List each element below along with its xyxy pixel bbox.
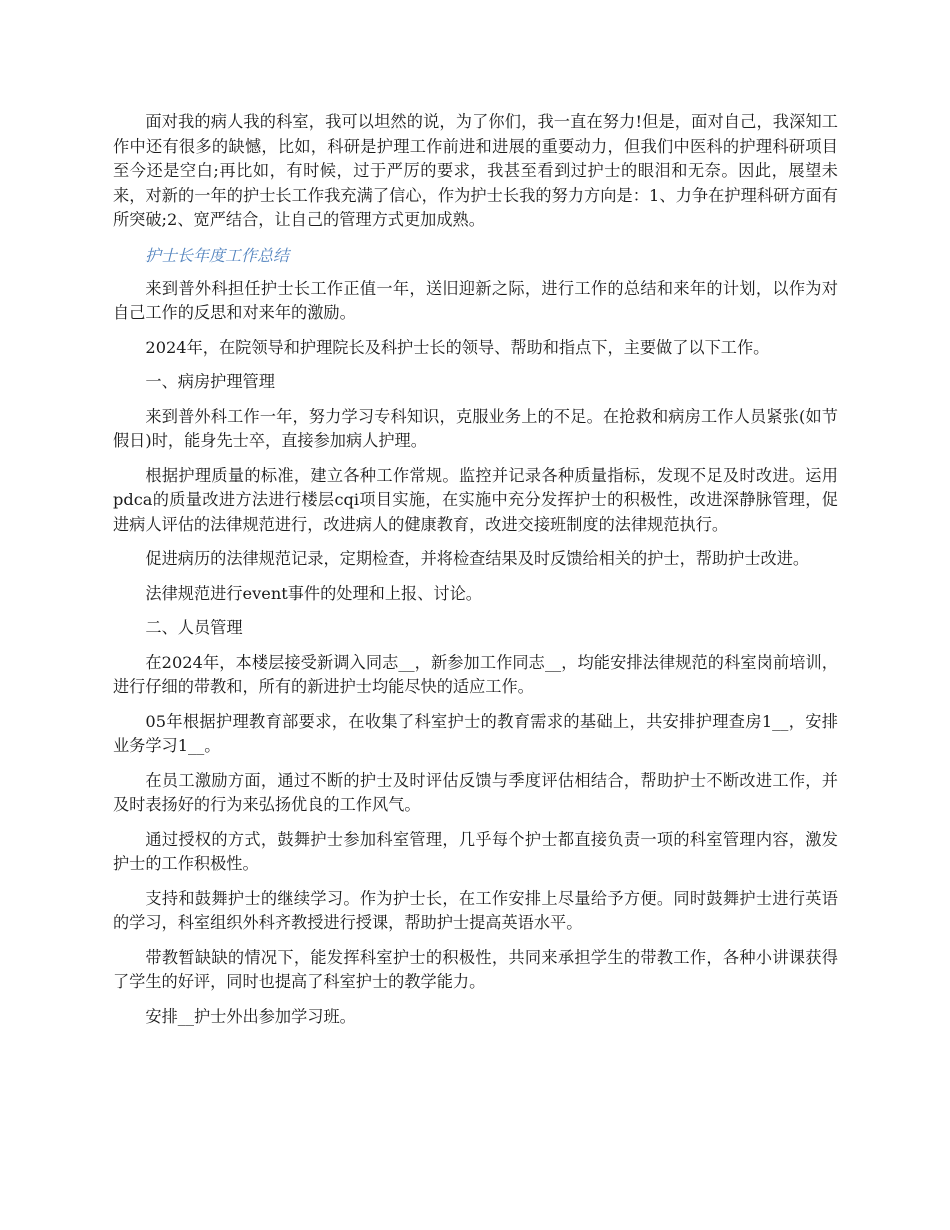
section-heading: 护士长年度工作总结 — [145, 245, 290, 265]
paragraph-13: 安排__护士外出参加学习班。 — [145, 1006, 356, 1026]
paragraph-6: 法律规范进行event事件的处理和上报、讨论。 — [145, 583, 482, 603]
paragraph-11: 支持和鼓舞护士的继续学习。作为护士长，在工作安排上尽量给予方便。同时鼓舞护士进行英语的学习，科室组织外科齐教授进行授课，帮助护士提高英语水平。 — [113, 888, 838, 932]
subsection-title-personnel-management: 二、人员管理 — [145, 618, 243, 637]
paragraph-8: 05年根据护理教育部要求，在收集了科室护士的教育需求的基础上，共安排护理查房1__，安排业务学习1__。 — [113, 711, 838, 755]
paragraph-9: 在员工激励方面，通过不断的护士及时评估反馈与季度评估相结合，帮助护士不断改进工作，并及时表扬好的行为来弘扬优良的工作风气。 — [113, 770, 838, 814]
document-page — [113, 110, 838, 1039]
paragraph-7: 在2024年，本楼层接受新调入同志__，新参加工作同志__，均能安排法律规范的科室岗前培训，进行仔细的带教和，所有的新进护士均能尽快的适应工作。 — [113, 652, 838, 696]
paragraph-2: 2024年，在院领导和护理院长及科护士长的领导、帮助和指点下，主要做了以下工作。 — [145, 337, 770, 357]
intro-paragraph: 面对我的病人我的科室，我可以坦然的说，为了你们，我一直在努力!但是，面对自己，我深知工作中还有很多的缺憾，比如，科研是护理工作前进和进展的重要动力，但我们中医科的护理科研项目至今还是空白;再比如，有时候，过于严厉的要求，我甚至看到过护士的眼泪和无奈。因此，展望未来，对新的一年的护士长工作我充满了信心，作为护士长我的努力方向是：1、力争在护理科研方面有所突破;2、宽严结合，让自己的管理方式更加成熟。 — [113, 112, 838, 229]
paragraph-12: 带教暂缺缺的情况下，能发挥科室护士的积极性，共同来承担学生的带教工作，各种小讲课获得了学生的好评，同时也提高了科室护士的教学能力。 — [113, 947, 838, 991]
subsection-title-ward-management: 一、病房护理管理 — [145, 372, 275, 391]
paragraph-5: 促进病历的法律规范记录，定期检查，并将检查结果及时反馈给相关的护士，帮助护士改进。 — [145, 549, 810, 568]
paragraph-10: 通过授权的方式，鼓舞护士参加科室管理，几乎每个护士都直接负责一项的科室管理内容，激发护士的工作积极性。 — [113, 829, 838, 873]
paragraph-3: 来到普外科工作一年，努力学习专科知识，克服业务上的不足。在抢救和病房工作人员紧张(如节假日)时，能身先士卒，直接参加病人护理。 — [113, 406, 838, 450]
paragraph-1: 来到普外科担任护士长工作正值一年，送旧迎新之际，进行工作的总结和来年的计划，以作为对自己工作的反思和对来年的激励。 — [113, 278, 838, 322]
paragraph-4: 根据护理质量的标准，建立各种工作常规。监控并记录各种质量指标，发现不足及时改进。运用pdca的质量改进方法进行楼层cqi项目实施，在实施中充分发挥护士的积极性，改进深静脉管理，促进病人评估的法律规范进行，改进病人的健康教育，改进交接班制度的法律规范执行。 — [113, 465, 838, 534]
